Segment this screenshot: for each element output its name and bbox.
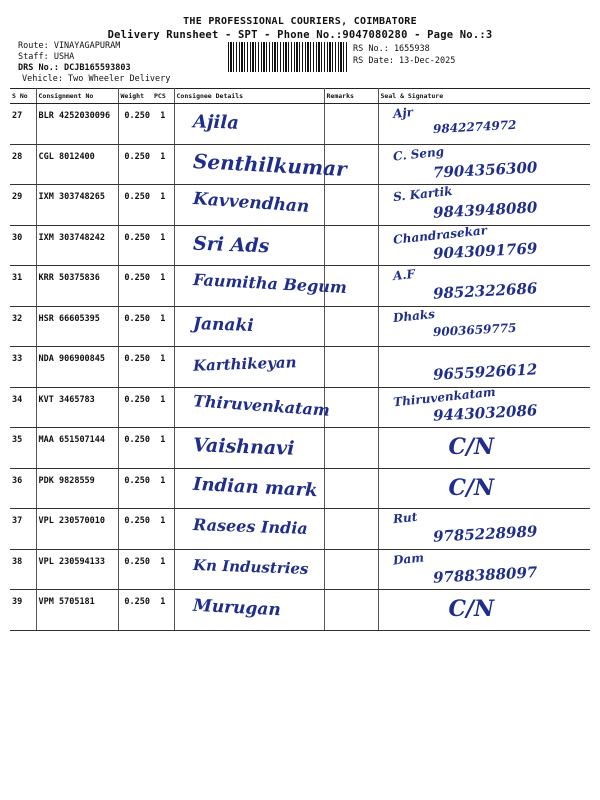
row-consignee-cell	[174, 549, 324, 590]
row-sno: 32	[10, 306, 36, 347]
table-row	[10, 387, 590, 428]
signature-handwriting: Dam	[391, 549, 425, 568]
row-remarks	[324, 509, 378, 550]
consignee-handwriting: Thiruvenkatam	[192, 390, 330, 420]
table-row	[10, 104, 590, 145]
row-consignee-cell	[174, 104, 324, 145]
rs-number: RS No.: 1655938	[353, 44, 430, 54]
consignee-handwriting: Senthilkumar	[191, 148, 347, 181]
phone-handwriting: 9852322686	[432, 279, 538, 303]
row-remarks	[324, 144, 378, 185]
row-weight: 0.250	[118, 225, 152, 266]
row-consignee-cell	[174, 387, 330, 428]
table-row	[10, 306, 590, 347]
row-seal-signature	[378, 306, 590, 347]
row-consignment: CGL 8012400	[36, 144, 118, 185]
col-pcs: PCS	[152, 89, 174, 104]
row-seal-signature	[378, 347, 590, 388]
row-weight: 0.250	[118, 590, 152, 631]
row-consignee-cell	[174, 590, 324, 631]
row-consignment: VPL 230570010	[36, 509, 118, 550]
row-consignment: KRR 50375836	[36, 266, 118, 307]
drs-number: DRS No.: DCJB165593803	[18, 63, 131, 73]
barcode	[228, 42, 348, 72]
row-weight: 0.250	[118, 509, 152, 550]
row-consignee-cell	[174, 266, 347, 307]
phone-handwriting: 7904356300	[432, 157, 538, 182]
row-consignment: KVT 3465783	[36, 387, 118, 428]
row-weight: 0.250	[118, 144, 152, 185]
row-sno: 35	[10, 428, 36, 469]
row-pcs: 1	[152, 185, 174, 226]
table-row	[10, 266, 590, 307]
row-consignment: HSR 66605395	[36, 306, 118, 347]
staff-label: Staff: USHA	[18, 52, 75, 62]
table-row	[10, 549, 590, 590]
row-seal-signature	[378, 509, 590, 550]
row-sno: 28	[10, 144, 36, 185]
phone-handwriting: 9785228989	[432, 522, 538, 546]
row-seal-signature	[378, 104, 590, 145]
row-remarks	[324, 428, 378, 469]
signature-handwriting: S. Kartik	[391, 183, 453, 205]
row-pcs: 1	[152, 347, 174, 388]
table-header-row	[10, 89, 590, 104]
signature-handwriting: Thiruvenkatam	[392, 384, 496, 409]
signature-handwriting: C/N	[448, 434, 495, 460]
col-consignment: Consignment No	[36, 89, 118, 104]
row-seal-signature	[378, 549, 590, 590]
table-row	[10, 428, 590, 469]
consignee-handwriting: Janaki	[192, 313, 254, 336]
signature-handwriting: Ajr	[391, 104, 414, 122]
consignee-handwriting: Rasees India	[192, 515, 308, 538]
signature-handwriting: C/N	[448, 474, 495, 501]
row-weight: 0.250	[118, 549, 152, 590]
signature-handwriting: Chandrasekar	[392, 222, 488, 247]
row-consignment: VPM 5705181	[36, 590, 118, 631]
phone-handwriting: 9788388097	[432, 562, 538, 587]
row-pcs: 1	[152, 225, 174, 266]
row-consignee-cell	[174, 306, 324, 347]
consignee-handwriting: Ajila	[192, 111, 239, 134]
consignee-handwriting: Kavvendhan	[191, 188, 310, 218]
row-sno: 30	[10, 225, 36, 266]
row-weight: 0.250	[118, 347, 152, 388]
consignee-handwriting: Faumitha Begum	[192, 269, 347, 298]
row-seal-signature	[378, 185, 590, 226]
row-pcs: 1	[152, 306, 174, 347]
table-row	[10, 590, 590, 631]
rs-date: RS Date: 13-Dec-2025	[353, 56, 456, 66]
row-remarks	[324, 225, 378, 266]
consignee-handwriting: Kn Industries	[192, 555, 309, 578]
row-remarks	[324, 266, 378, 307]
row-seal-signature	[378, 222, 590, 266]
signature-handwriting: C/N	[448, 596, 495, 622]
runsheet-table	[10, 88, 590, 631]
row-consignment: IXM 303748265	[36, 185, 118, 226]
row-seal-signature	[378, 590, 590, 631]
row-pcs: 1	[152, 468, 174, 509]
phone-handwriting: 9443032086	[432, 400, 538, 425]
row-seal-signature	[378, 384, 590, 428]
route-label: Route: VINAYAGAPURAM	[18, 41, 121, 51]
consignee-handwriting: Vaishnavi	[192, 434, 295, 460]
row-sno: 29	[10, 185, 36, 226]
row-consignment: BLR 4252030096	[36, 104, 118, 145]
consignee-handwriting: Sri Ads	[192, 232, 270, 257]
row-pcs: 1	[152, 144, 174, 185]
col-consignee: Consignee Details	[174, 89, 324, 104]
row-pcs: 1	[152, 509, 174, 550]
row-seal-signature	[378, 468, 590, 509]
row-sno: 38	[10, 549, 36, 590]
row-weight: 0.250	[118, 104, 152, 145]
row-consignee-cell	[174, 347, 324, 388]
row-weight: 0.250	[118, 387, 152, 428]
row-weight: 0.250	[118, 306, 152, 347]
row-consignment: NDA 906900845	[36, 347, 118, 388]
row-remarks	[324, 347, 378, 388]
row-pcs: 1	[152, 104, 174, 145]
row-remarks	[324, 185, 378, 226]
row-pcs: 1	[152, 387, 174, 428]
row-consignment: VPL 230594133	[36, 549, 118, 590]
row-remarks	[324, 387, 378, 428]
col-seal-signature: Seal & Signature	[378, 89, 590, 104]
row-pcs: 1	[152, 549, 174, 590]
row-sno: 31	[10, 266, 36, 307]
table-row	[10, 185, 590, 226]
row-consignment: IXM 303748242	[36, 225, 118, 266]
row-sno: 27	[10, 104, 36, 145]
row-remarks	[324, 104, 378, 145]
row-consignee-cell	[174, 468, 324, 509]
row-sno: 34	[10, 387, 36, 428]
phone-handwriting: 9843948080	[432, 198, 538, 222]
row-consignee-cell	[174, 509, 324, 550]
row-sno: 39	[10, 590, 36, 631]
phone-handwriting: 9043091769	[432, 238, 538, 263]
signature-handwriting: Dhaks	[391, 306, 436, 325]
row-sno: 33	[10, 347, 36, 388]
row-weight: 0.250	[118, 266, 152, 307]
row-consignment: PDK 9828559	[36, 468, 118, 509]
row-consignee-cell	[174, 144, 347, 185]
row-pcs: 1	[152, 590, 174, 631]
consignee-handwriting: Karthikeyan	[192, 353, 297, 375]
row-weight: 0.250	[118, 185, 152, 226]
col-weight: Weight	[118, 89, 152, 104]
phone-handwriting: 9655926612	[432, 360, 538, 384]
col-sno: S No	[10, 89, 36, 104]
row-seal-signature	[378, 428, 590, 469]
table-row	[10, 468, 590, 509]
phone-handwriting: 9842274972	[432, 117, 517, 137]
row-pcs: 1	[152, 266, 174, 307]
row-remarks	[324, 468, 378, 509]
signature-handwriting: A.F	[391, 266, 416, 284]
row-consignee-cell	[174, 428, 324, 469]
row-remarks	[324, 549, 378, 590]
row-remarks	[324, 306, 378, 347]
row-seal-signature	[378, 266, 590, 307]
row-weight: 0.250	[118, 468, 152, 509]
row-consignee-cell	[174, 185, 324, 226]
company-title: THE PROFESSIONAL COURIERS, COIMBATORE	[183, 16, 417, 27]
row-seal-signature	[378, 144, 590, 185]
row-weight: 0.250	[118, 428, 152, 469]
row-pcs: 1	[152, 428, 174, 469]
col-remarks: Remarks	[324, 89, 378, 104]
row-consignment: MAA 651507144	[36, 428, 118, 469]
row-sno: 37	[10, 509, 36, 550]
row-sno: 36	[10, 468, 36, 509]
signature-handwriting: Rut	[391, 509, 418, 527]
table-row	[10, 225, 590, 266]
consignee-handwriting: Indian mark	[192, 473, 318, 501]
runsheet-title: Delivery Runsheet - SPT - Phone No.:9047080280 - Page No.:3	[107, 29, 493, 41]
vehicle-label: Vehicle: Two Wheeler Delivery	[22, 74, 171, 84]
table-row	[10, 347, 590, 388]
phone-handwriting: 9003659775	[432, 320, 517, 339]
consignee-handwriting: Murugan	[192, 595, 281, 621]
signature-handwriting: C. Seng	[391, 143, 445, 164]
row-remarks	[324, 590, 378, 631]
row-consignee-cell	[174, 225, 324, 266]
table-row	[10, 509, 590, 550]
table-row	[10, 144, 590, 185]
